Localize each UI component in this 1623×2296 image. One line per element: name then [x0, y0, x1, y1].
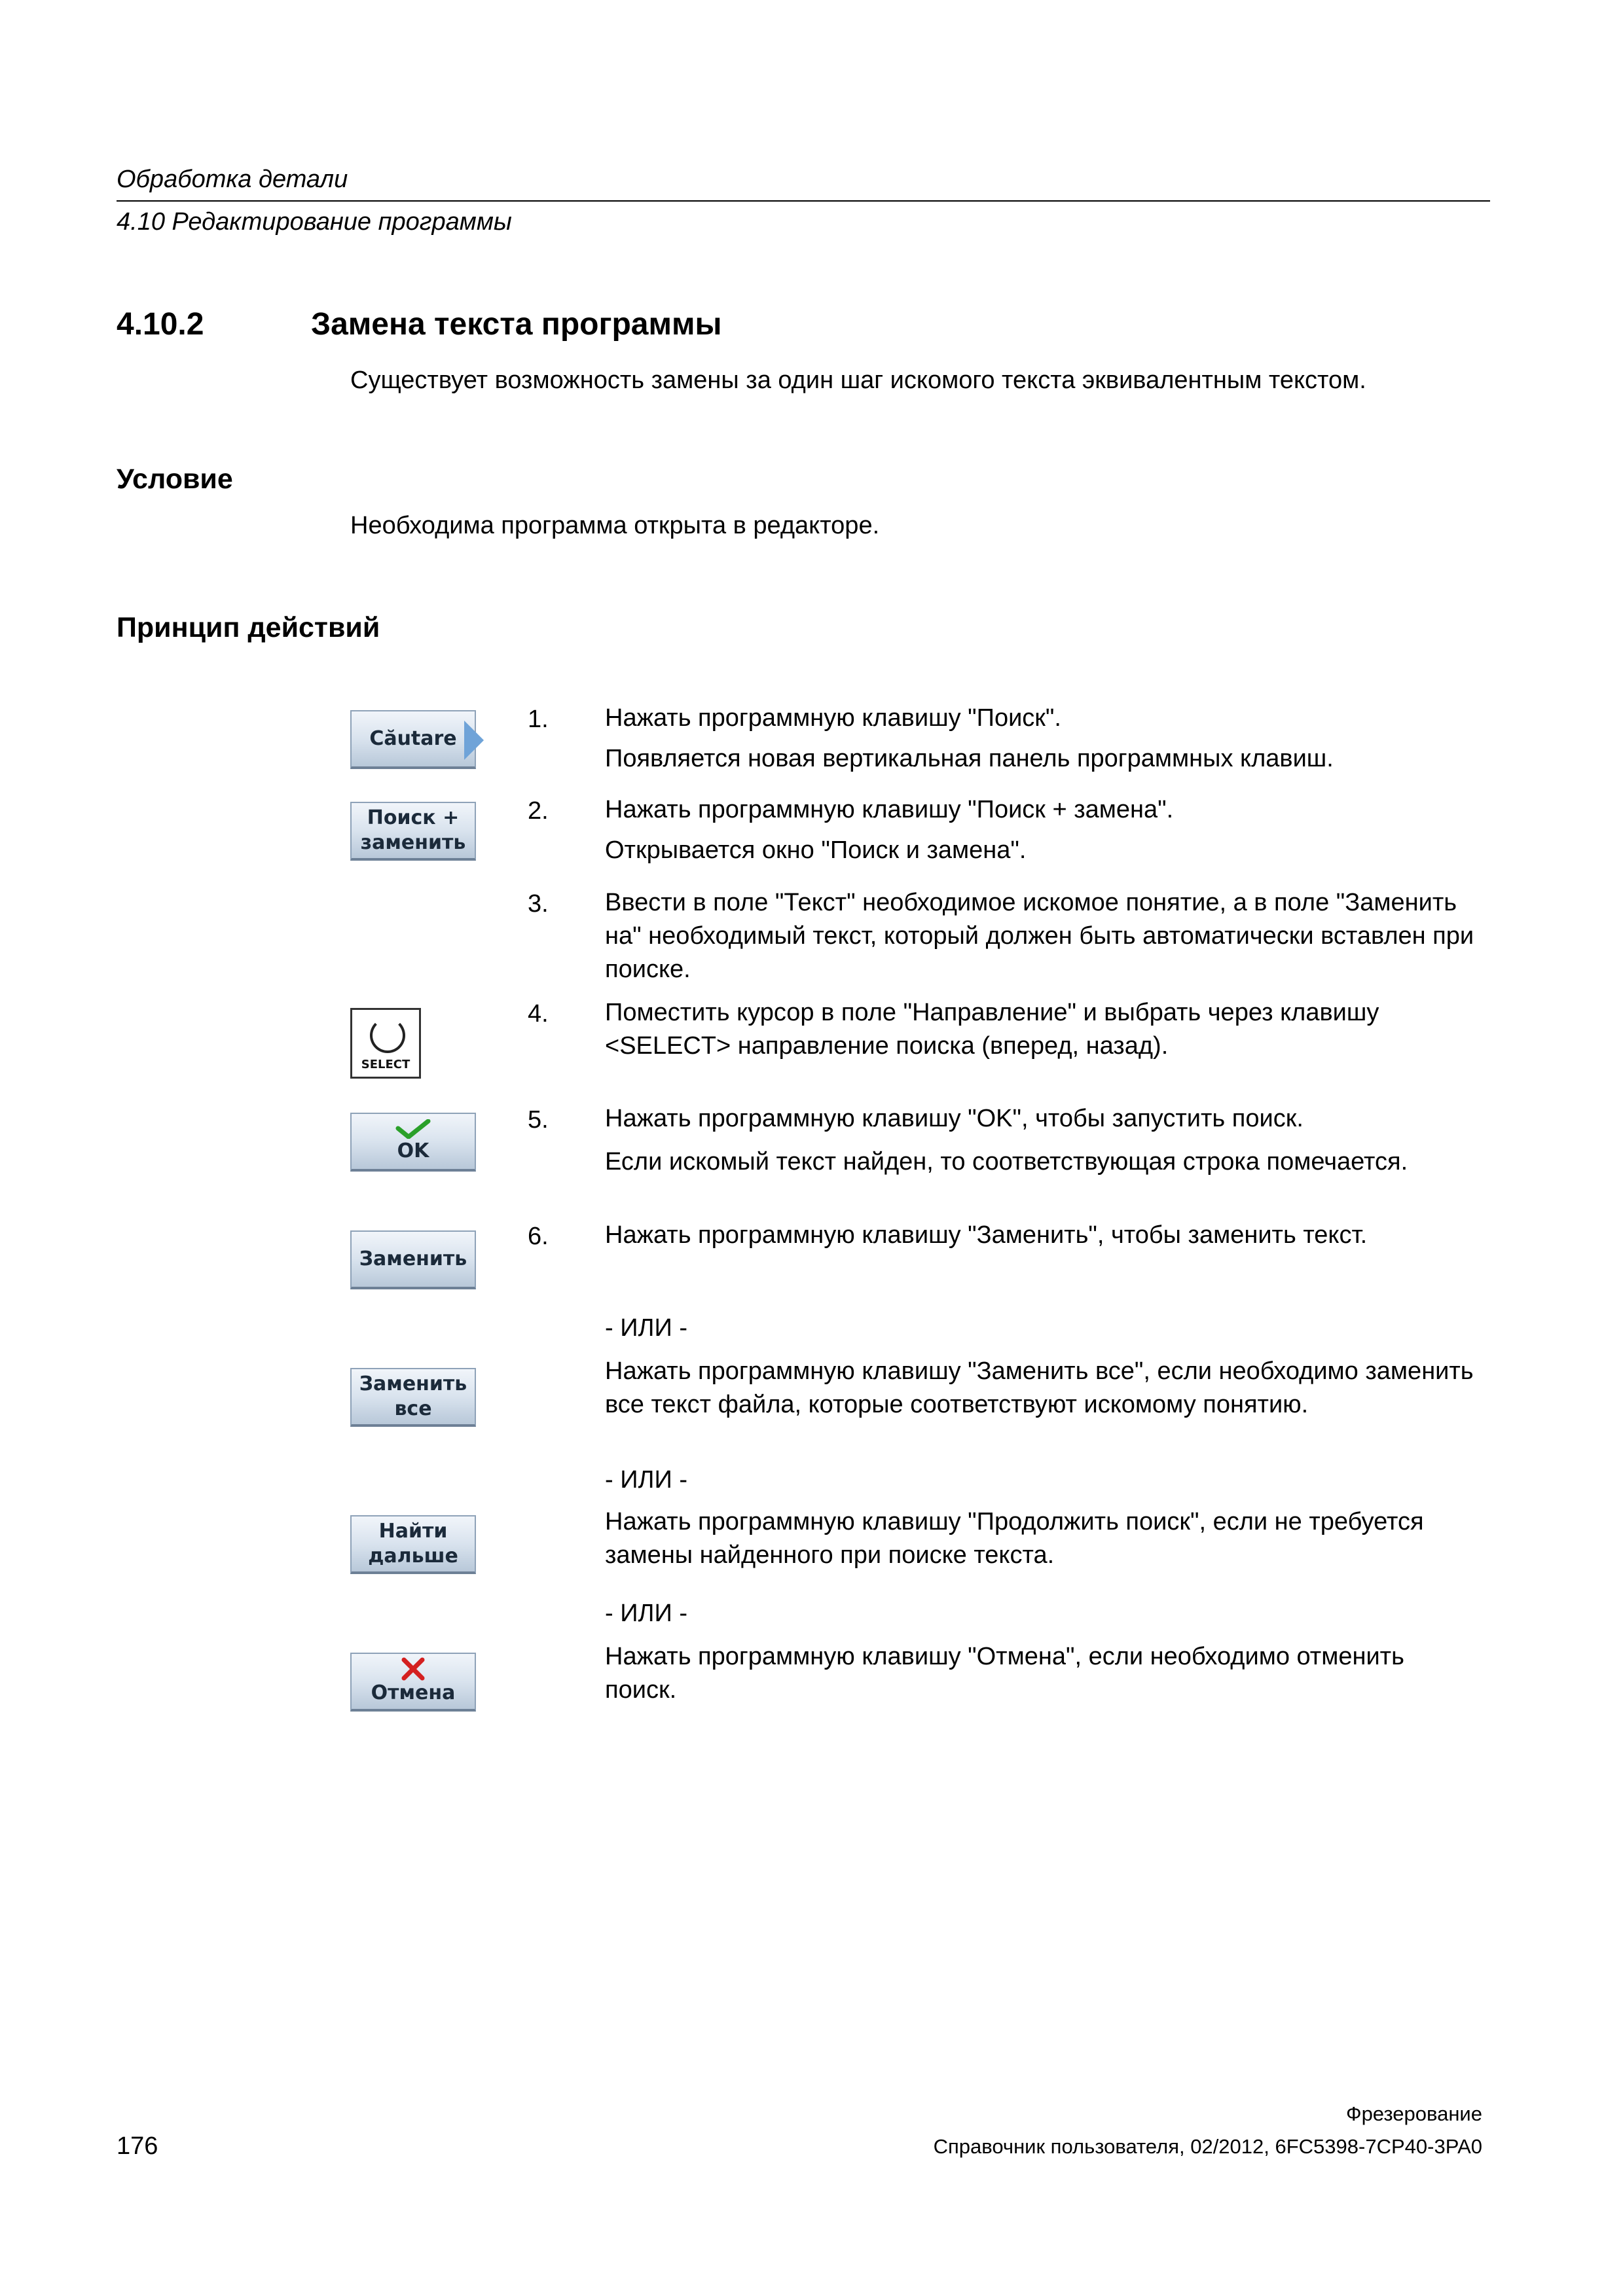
or-separator: - ИЛИ -: [605, 1600, 687, 1627]
step-text: Нажать программную клавишу "Поиск".: [605, 704, 1061, 732]
cancel-softkey-label: Отмена: [371, 1681, 456, 1704]
or-separator: - ИЛИ -: [605, 1466, 687, 1494]
step-text: Нажать программную клавишу "Поиск + замена".: [605, 796, 1174, 823]
step-result: Если искомый текст найден, то соответствующая строка помечается.: [605, 1148, 1408, 1175]
step-text: Нажать программную клавишу "OK", чтобы запустить поиск.: [605, 1105, 1304, 1132]
step-text: Ввести в поле "Текст" необходимое искомое понятие, а в поле "Заменить на" необходимый текст, который должен быть автоматически вставлен при поиске.: [605, 889, 1474, 983]
arrow-right-icon: [464, 721, 484, 760]
alternative-text: Нажать программную клавишу "Заменить все", если необходимо заменить все текст файла, которые соответствуют искомому понятию.: [605, 1357, 1474, 1418]
replace-all-softkey: [350, 1368, 476, 1427]
x-mark-icon: [400, 1657, 426, 1681]
condition-text: Необходима программа открыта в редакторе.: [350, 512, 880, 539]
running-header-chapter: Обработка детали: [117, 166, 348, 193]
section-number: 4.10.2: [117, 307, 204, 342]
search-softkey-label: Căutare: [369, 727, 457, 750]
footer-product: Фрезерование: [1346, 2102, 1482, 2125]
replace-all-softkey-label-1: Заменить: [359, 1372, 467, 1395]
replace-softkey: [350, 1230, 476, 1289]
step-number: 4.: [528, 1000, 549, 1028]
step-number: 3.: [528, 890, 549, 918]
or-separator: - ИЛИ -: [605, 1314, 687, 1342]
find-next-softkey-label-2: дальше: [368, 1545, 458, 1568]
select-key-label: SELECT: [361, 1058, 410, 1071]
running-header-section: 4.10 Редактирование программы: [117, 208, 512, 236]
step-text: Поместить курсор в поле "Направление" и выбрать через клавишу <SELECT> направление поиска (вперед, назад).: [605, 999, 1379, 1060]
select-key: [350, 1008, 421, 1079]
page-number: 176: [117, 2132, 158, 2160]
section-intro: Существует возможность замены за один шаг искомого текста эквивалентным текстом.: [350, 367, 1366, 394]
search-replace-softkey-label-1: Поиск +: [367, 806, 460, 829]
cancel-softkey: [350, 1653, 476, 1712]
header-rule: [117, 200, 1490, 202]
find-next-softkey: [350, 1515, 476, 1574]
search-replace-softkey: [350, 802, 476, 861]
condition-heading: Условие: [117, 463, 233, 495]
ok-softkey-label: OK: [397, 1139, 429, 1162]
step-number: 5.: [528, 1106, 549, 1134]
step-number: 6.: [528, 1223, 549, 1250]
alternative-text: Нажать программную клавишу "Отмена", если необходимо отменить поиск.: [605, 1643, 1404, 1704]
section-title: Замена текста программы: [311, 307, 722, 342]
alternative-text: Нажать программную клавишу "Продолжить поиск", если не требуется замены найденного при поиске текста.: [605, 1508, 1424, 1569]
step-result: Открывается окно "Поиск и замена".: [605, 836, 1027, 864]
replace-softkey-label: Заменить: [359, 1247, 467, 1270]
ok-softkey: [350, 1113, 476, 1172]
step-number: 1.: [528, 706, 549, 733]
footer-document: Справочник пользователя, 02/2012, 6FC5398-7CP40-3PA0: [933, 2135, 1482, 2158]
replace-all-softkey-label-2: все: [394, 1397, 432, 1420]
step-number: 2.: [528, 797, 549, 825]
checkmark-icon: [395, 1119, 431, 1139]
search-replace-softkey-label-2: заменить: [360, 831, 466, 854]
find-next-softkey-label-1: Найти: [378, 1520, 448, 1543]
select-key-icon: [370, 1018, 405, 1053]
procedure-heading: Принцип действий: [117, 612, 380, 643]
step-result: Появляется новая вертикальная панель программных клавиш.: [605, 745, 1334, 772]
step-text: Нажать программную клавишу "Заменить", чтобы заменить текст.: [605, 1221, 1368, 1249]
search-softkey: [350, 710, 476, 769]
